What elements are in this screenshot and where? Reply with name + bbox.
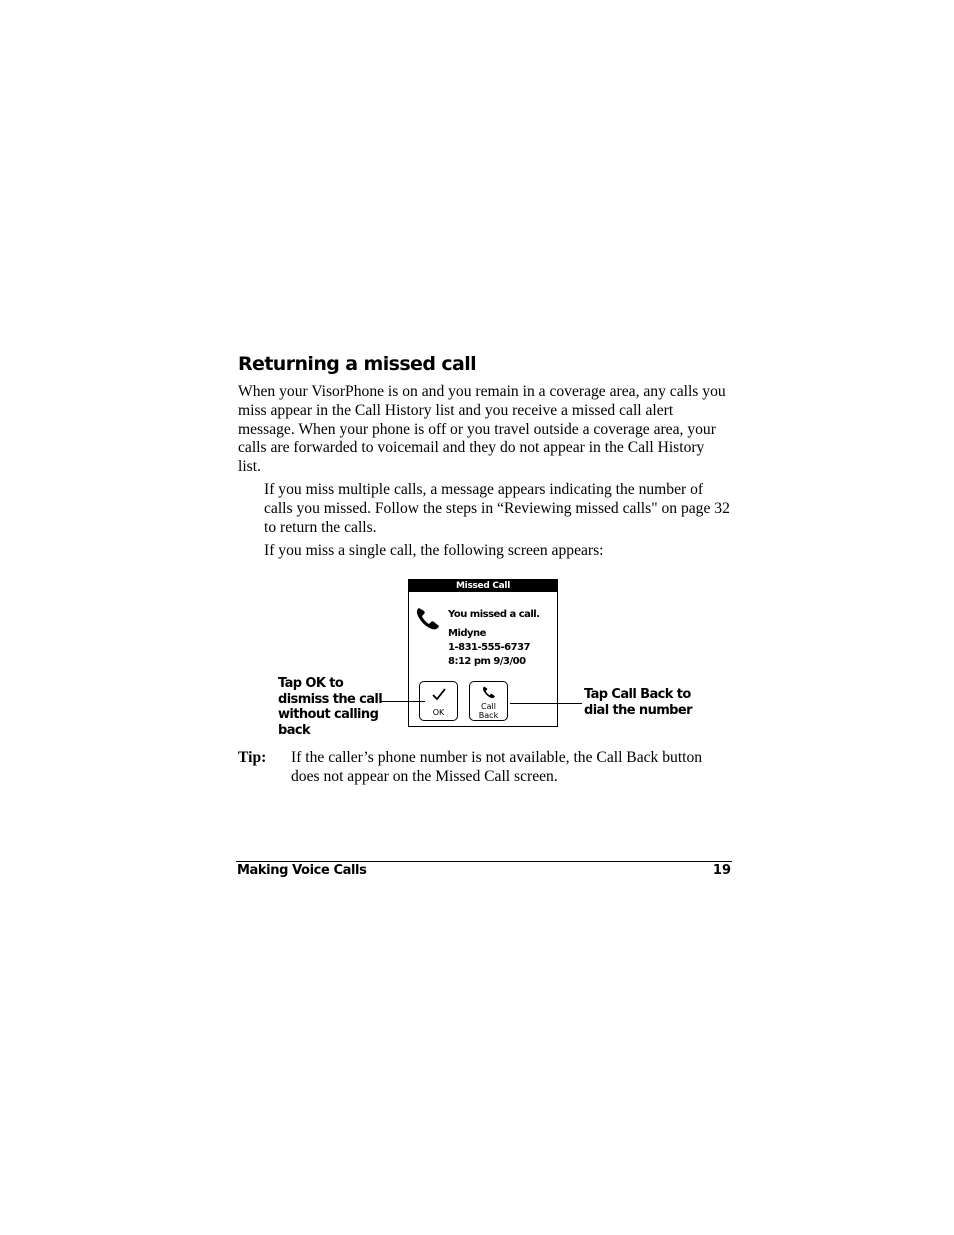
footer-page-number: 19 xyxy=(712,863,731,878)
missed-call-screen xyxy=(408,579,558,727)
multiple-calls-paragraph: If you miss multiple calls, a message appears indicating the number of calls you missed. Follow the steps in “Reviewing missed calls" on page 32 to return the calls. xyxy=(264,481,730,536)
single-call-paragraph: If you miss a single call, the following screen appears: xyxy=(264,542,604,559)
section-heading: Returning a missed call xyxy=(238,353,477,375)
ok-callout-leader-line xyxy=(381,701,425,702)
tip-text: If the caller’s phone number is not available, the Call Back button does not appear on the Missed Call screen. xyxy=(291,749,703,785)
missed-call-message: You missed a call. xyxy=(448,609,540,620)
ok-button-label: OK xyxy=(432,708,445,717)
phone-handset-icon xyxy=(415,605,441,631)
caller-number: 1-831-555-6737 xyxy=(448,642,530,653)
call-back-label-line2: Back xyxy=(478,711,499,720)
call-back-label-line1: Call xyxy=(481,702,496,711)
ok-callout: Tap OK to dismiss the call without calling back xyxy=(278,676,383,738)
tip-label: Tip: xyxy=(238,749,267,766)
screen-title: Missed Call xyxy=(409,580,557,592)
caller-name: Midyne xyxy=(448,628,486,639)
call-time: 8:12 pm 9/3/00 xyxy=(448,656,526,667)
call-back-button[interactable] xyxy=(469,681,508,721)
intro-paragraph: When your VisorPhone is on and you remain in a coverage area, any calls you miss appear in the Call History list and you receive a missed call alert message. When your phone is off or you travel outside a coverage area, your calls are forwarded to voicemail and they do not appear in the Call History list. xyxy=(238,383,726,476)
footer-rule xyxy=(236,861,732,862)
phone-handset-icon xyxy=(482,685,496,699)
footer-section-title: Making Voice Calls xyxy=(237,863,367,878)
checkmark-icon xyxy=(431,686,447,702)
call-back-callout: Tap Call Back to dial the number xyxy=(584,687,692,718)
call-back-callout-leader-line xyxy=(510,703,582,704)
